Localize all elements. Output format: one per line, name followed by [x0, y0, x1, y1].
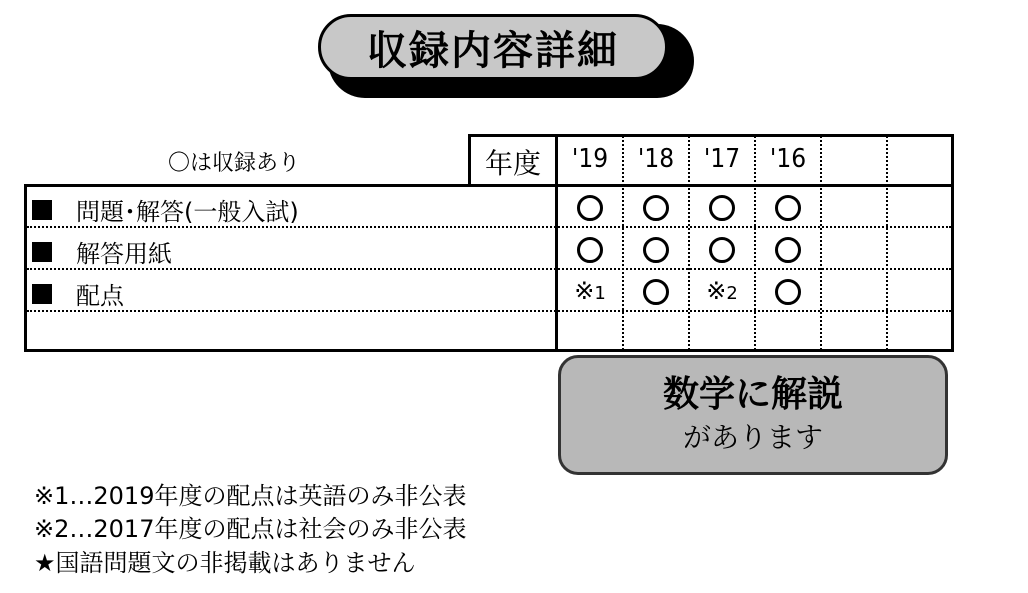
table-col-divider [886, 136, 888, 350]
footnote-2: ※2…2017年度の配点は社会のみ非公表 [34, 515, 467, 543]
info-main-text: 数学に解説 [662, 374, 843, 415]
footnote-3: ★国語問題文の非掲載はありません [34, 549, 416, 577]
note-mark: ※2 [706, 277, 738, 305]
bullet-square-icon [32, 284, 52, 304]
note-mark: ※1 [574, 277, 606, 305]
table-row-divider [27, 310, 951, 312]
row-label-text: 問題･解答(一般入試) [76, 198, 299, 226]
included-circle-icon [643, 279, 669, 305]
info-sub-text: があります [682, 421, 823, 454]
included-circle-icon [775, 195, 801, 221]
row-label [32, 192, 299, 227]
year-2019: '19 [571, 144, 609, 174]
included-circle-icon [709, 195, 735, 221]
bullet-square-icon [32, 242, 52, 262]
included-circle-icon [709, 237, 735, 263]
included-circle-icon [775, 279, 801, 305]
legend-text: 〇は収録あり [168, 151, 301, 176]
included-circle-icon [577, 195, 603, 221]
year-header: 年度 [484, 147, 541, 180]
row-label-text: 配点 [76, 282, 124, 310]
included-circle-icon [577, 237, 603, 263]
row-label [32, 234, 172, 269]
row-label [32, 276, 124, 311]
info-box [558, 355, 948, 475]
year-2017: '17 [703, 144, 741, 174]
footnote-1: ※1…2019年度の配点は英語のみ非公表 [34, 482, 467, 510]
row-label-text: 解答用紙 [76, 240, 172, 268]
year-2016: '16 [769, 144, 807, 174]
title-banner [318, 14, 668, 80]
included-circle-icon [643, 195, 669, 221]
page-title: 収録内容詳細 [367, 27, 619, 74]
bullet-square-icon [32, 200, 52, 220]
included-circle-icon [775, 237, 801, 263]
year-2018: '18 [637, 144, 675, 174]
included-circle-icon [643, 237, 669, 263]
